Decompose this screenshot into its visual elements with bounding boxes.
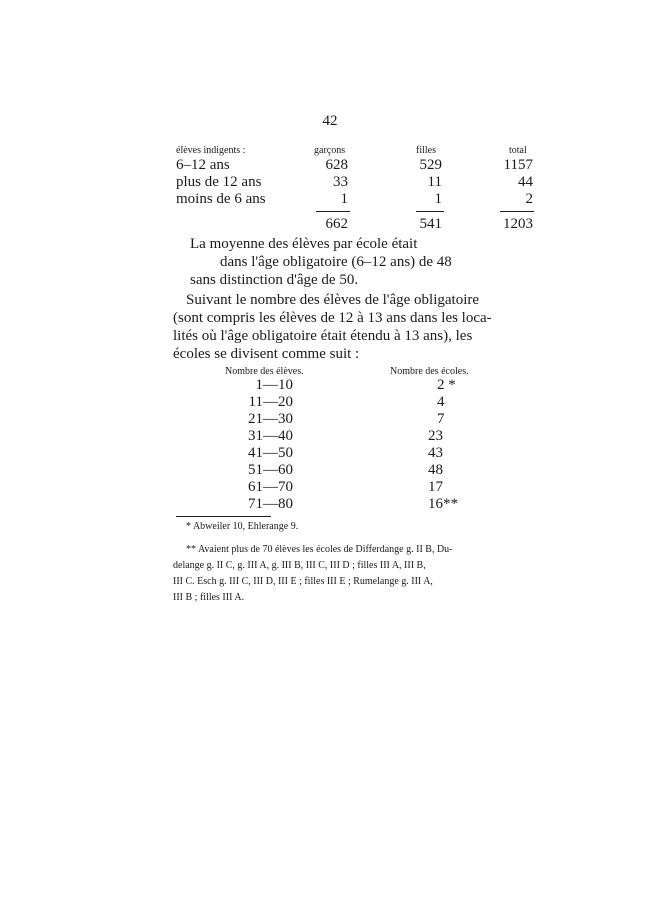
footnote-2-line: III C. Esch g. III C, III D, III E ; filles III E ; Rumelange g. III A,	[173, 576, 433, 587]
footnote-2-line: ** Avaient plus de 70 élèves les écoles de Differdange g. II B, Du-	[186, 544, 453, 555]
footnote-2-line: delange g. II C, g. III A, g. III B, III C, III D ; filles III A, III B,	[173, 560, 426, 571]
table2-row-pupils: 71—80	[248, 496, 293, 512]
table2-row-pupils: 41—50	[248, 445, 293, 461]
table1-row-boys: 1	[340, 191, 348, 207]
table2-row-pupils: 1—10	[255, 377, 293, 393]
table2-row-pupils: 11—20	[248, 394, 293, 410]
table1-total-total: 1203	[503, 216, 533, 232]
table2-row-pupils: 61—70	[248, 479, 293, 495]
paragraph2-line: lités où l'âge obligatoire était étendu à 13 ans), les	[173, 328, 473, 344]
table1-header-boys: garçons	[314, 145, 346, 156]
table2-row-pupils: 21—30	[248, 411, 293, 427]
table2-row-schools: 43	[428, 445, 443, 461]
table1-row-label: plus de 12 ans	[176, 174, 262, 190]
paragraph1-line: dans l'âge obligatoire (6–12 ans) de 48	[220, 254, 452, 270]
page-number: 42	[322, 113, 338, 129]
table1-row-girls: 529	[419, 157, 442, 173]
table1-total-girls: 541	[419, 216, 442, 232]
footnote-divider	[176, 516, 271, 517]
table1-header-label: élèves indigents :	[176, 145, 246, 156]
table1-row-girls: 11	[427, 174, 442, 190]
table1-row-boys: 628	[325, 157, 348, 173]
table2-row-schools: 7	[437, 411, 445, 427]
table2-row-schools: 23	[428, 428, 443, 444]
table1-rule-total	[500, 211, 534, 212]
footnote-1: * Abweiler 10, Ehlerange 9.	[186, 521, 299, 532]
footnote-2-line: III B ; filles III A.	[173, 592, 245, 603]
paragraph1-line: sans distinction d'âge de 50.	[190, 272, 359, 288]
table1-rule-girls	[416, 211, 444, 212]
table2-header-schools: Nombre des écoles.	[390, 366, 469, 377]
table2-row-pupils: 31—40	[248, 428, 293, 444]
paragraph2-line: (sont compris les élèves de 12 à 13 ans dans les loca-	[173, 310, 492, 326]
table1-row-boys: 33	[333, 174, 348, 190]
table1-total-boys: 662	[325, 216, 348, 232]
table2-header-pupils: Nombre des élèves.	[225, 366, 304, 377]
table1-header-total: total	[509, 145, 527, 156]
paragraph1-line: La moyenne des élèves par école était	[190, 236, 418, 252]
table1-row-label: moins de 6 ans	[176, 191, 266, 207]
table1-row-total: 44	[518, 174, 533, 190]
table2-row-pupils: 51—60	[248, 462, 293, 478]
paragraph2-line: écoles se divisent comme suit :	[173, 346, 360, 362]
table1-row-label: 6–12 ans	[176, 157, 230, 173]
table1-row-girls: 1	[434, 191, 442, 207]
table2-row-schools: 48	[428, 462, 443, 478]
table1-row-total: 2	[525, 191, 533, 207]
table2-row-schools: 2 *	[437, 377, 456, 393]
table2-row-schools: 4	[437, 394, 445, 410]
table1-header-girls: filles	[416, 145, 436, 156]
table1-rule-boys	[316, 211, 350, 212]
table2-row-schools: 17	[428, 479, 443, 495]
paragraph2-line: Suivant le nombre des élèves de l'âge obligatoire	[186, 292, 480, 308]
table2-row-schools: 16**	[428, 496, 458, 512]
table1-row-total: 1157	[503, 157, 533, 173]
